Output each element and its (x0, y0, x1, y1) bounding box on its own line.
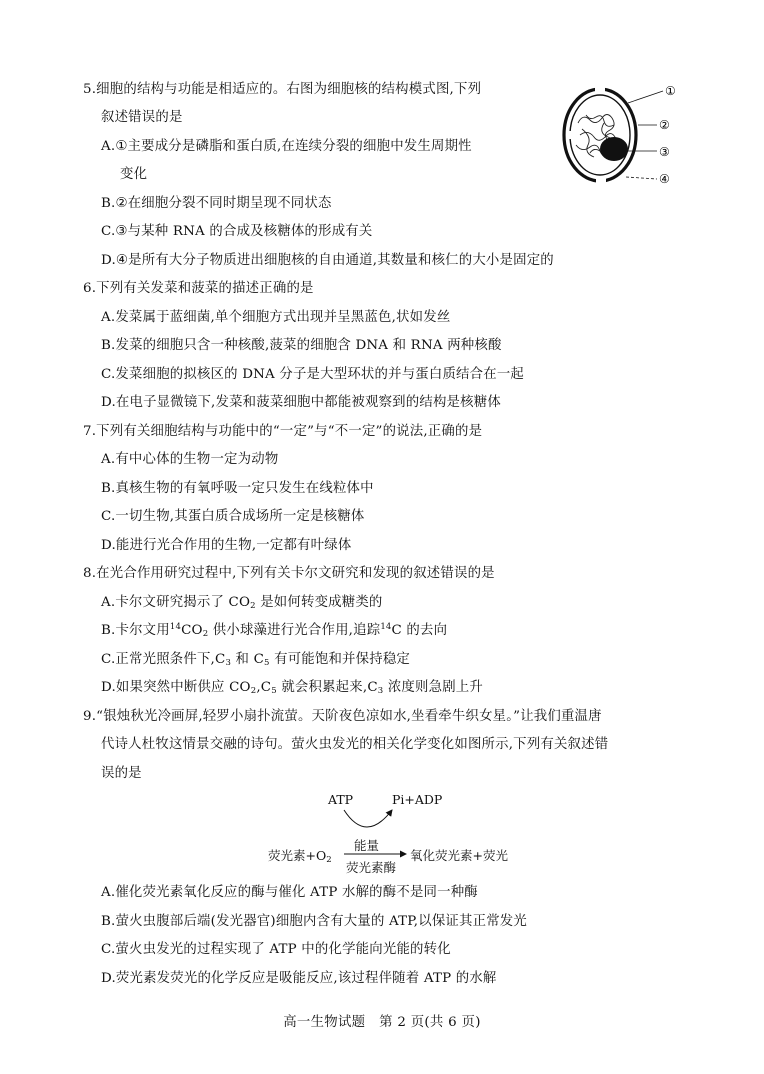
q5-option-b: B.②在细胞分裂不同时期呈现不同状态 (101, 196, 332, 211)
q9-option-d: D.荧光素发荧光的化学反应是吸能反应,该过程伴随着 ATP 的水解 (101, 971, 497, 986)
nuclear-envelope-inner (570, 95, 630, 175)
label-line-1 (628, 91, 663, 103)
reaction-arrows (268, 790, 528, 878)
nuclear-pore-left (566, 131, 574, 139)
q6-option-c: C.发菜细胞的拟核区的 DNA 分子是大型环状的并与蛋白质结合在一起 (101, 367, 525, 382)
nuclear-pore-bottom (596, 178, 606, 185)
q6-stem: 6.下列有关发菜和菠菜的描述正确的是 (83, 281, 314, 296)
q5-option-d: D.④是所有大分子物质进出细胞核的自由通道,其数量和核仁的大小是固定的 (101, 253, 554, 268)
fig-products: 氧化荧光素+荧光 (410, 848, 508, 863)
q5-stem-line1: 5.细胞的结构与功能是相适应的。右图为细胞核的结构模式图,下列 (83, 82, 482, 97)
q8-stem: 8.在光合作用研究过程中,下列有关卡尔文研究和发现的叙述错误的是 (83, 566, 495, 581)
figure-label-3: ③ (659, 145, 670, 159)
q7-stem: 7.下列有关细胞结构与功能中的“一定”与“不一定”的说法,正确的是 (83, 424, 483, 439)
q9-stem-line3: 误的是 (101, 766, 142, 781)
figure-label-1: ① (665, 84, 676, 98)
q9-option-a: A.催化荧光素氧化反应的酶与催化 ATP 水解的酶不是同一种酶 (101, 885, 478, 900)
q8-option-b: B.卡尔文用$^{14}CO_2$ 供小球藻进行光合作用,追踪$^{14}$C 的去向 (101, 622, 448, 639)
nucleolus (600, 137, 628, 161)
figure-label-4: ④ (659, 172, 670, 186)
q9-option-b: B.萤火虫腹部后端(发光器官)细胞内含有大量的 ATP,以保证其正常发光 (101, 914, 527, 929)
q7-option-b: B.真核生物的有氧呼吸一定只发生在线粒体中 (101, 481, 374, 496)
q6-option-a: A.发菜属于蓝细菌,单个细胞方式出现并呈黑蓝色,状如发丝 (101, 310, 451, 325)
q5-option-c: C.③与某种 RNA 的合成及核糖体的形成有关 (101, 224, 373, 239)
q7-option-c: C.一切生物,其蛋白质合成场所一定是核糖体 (101, 509, 365, 524)
q9-option-c: C.萤火虫发光的过程实现了 ATP 中的化学能向光能的转化 (101, 942, 451, 957)
atp-hydrolysis-arrow (344, 810, 392, 827)
luciferase-reaction-figure (268, 790, 528, 878)
nuclear-pore-top (595, 85, 605, 92)
q9-stem-line2: 代诗人杜牧这情景交融的诗句。萤火虫发光的相关化学变化如图所示,下列有关叙述错 (101, 737, 609, 752)
fig-reactants: 荧光素$+O_2$ (268, 848, 332, 865)
label-line-4 (626, 177, 657, 179)
figure-label-2: ② (659, 118, 670, 132)
page-footer: 高一生物试题 第 2 页(共 6 页) (283, 1015, 481, 1030)
q5-option-a-line2: 变化 (120, 167, 148, 182)
fig-energy-label: 能量 (354, 838, 380, 853)
q5-stem-line2: 叙述错误的是 (101, 110, 183, 125)
q7-option-a: A.有中心体的生物一定为动物 (101, 452, 279, 467)
q6-option-d: D.在电子显微镜下,发菜和菠菜细胞中都能被观察到的结构是核糖体 (101, 395, 501, 410)
q6-option-b: B.发菜的细胞只含一种核酸,菠菜的细胞含 DNA 和 RNA 两种核酸 (101, 338, 502, 353)
fig-enzyme-label: 荧光素酶 (346, 860, 397, 875)
q7-option-d: D.能进行光合作用的生物,一定都有叶绿体 (101, 538, 352, 553)
q8-option-d: D.如果突然中断供应 $CO_2,C_5$ 就会积累起来$,C_3$ 浓度则急剧上升 (101, 680, 483, 696)
q8-option-a: A.卡尔文研究揭示了 $CO_2$ 是如何转变成糖类的 (101, 595, 383, 611)
nucleus-structure-figure (556, 79, 684, 191)
q5-option-a-line1: A.①主要成分是磷脂和蛋白质,在连续分裂的细胞中发生周期性 (101, 139, 472, 154)
q9-stem-line1: 9.“银烛秋光冷画屏,轻罗小扇扑流萤。天阶夜色凉如水,坐看牵牛织女星。”让我们重温唐 (83, 709, 602, 724)
fig-pi-adp-label: Pi+ADP (392, 792, 443, 807)
nuclear-envelope-outer (564, 89, 636, 181)
q8-option-c: C.正常光照条件下$,C_3$ 和 $C_5$ 有可能饱和并保持稳定 (101, 652, 411, 668)
fig-atp-label: ATP (328, 792, 354, 807)
